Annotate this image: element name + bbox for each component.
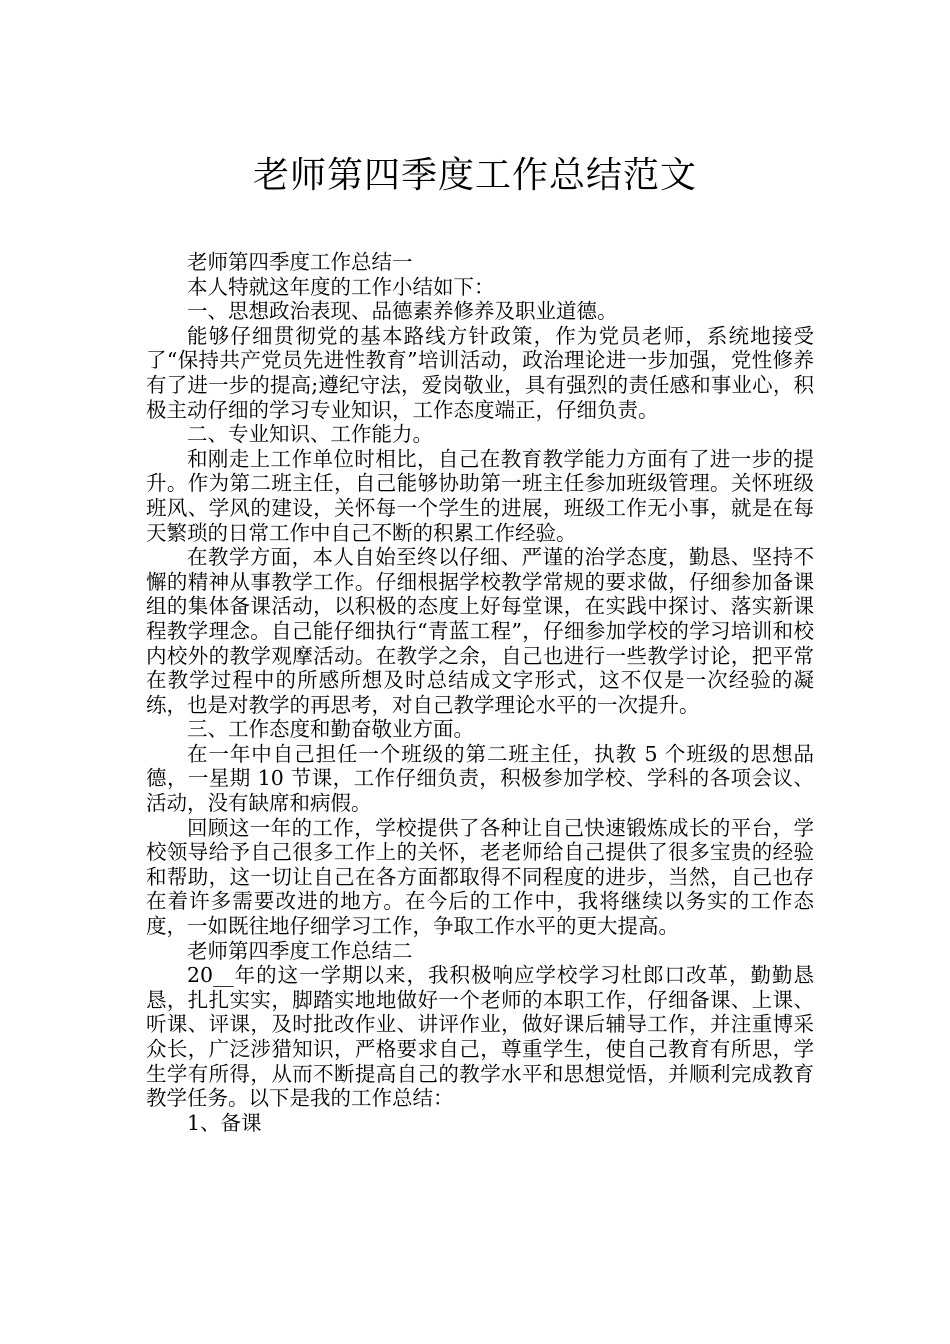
- paragraph-professional: 和刚走上工作单位时相比，自己在教育教学能力方面有了进一步的提升。作为第二班主任，自己能够协助第一班主任参加班级管理。关怀班级班风、学风的建设，关怀每一个学生的进展，班级工作无小事，就是在每天繁琐的日常工作中自己不断的积累工作经验。: [146, 446, 814, 545]
- paragraph-attitude: 在一年中自己担任一个班级的第二班主任，执教 5 个班级的思想品德，一星期 10 节课，工作仔细负责，积极参加学校、学科的各项会议、活动，没有缺席和病假。: [146, 741, 814, 816]
- subheading-attitude: 三、工作态度和勤奋敬业方面。: [187, 717, 474, 742]
- paragraph-politics: 能够仔细贯彻党的基本路线方针政策，作为党员老师，系统地接受了“保持共产党员先进性教育”培训活动，政治理论进一步加强，党性修养有了进一步的提高;遵纪守法，爱岗敬业，具有强烈的责任感和事业心，积极主动仔细的学习专业知识，工作态度端正，仔细负责。: [146, 323, 814, 422]
- paragraph-semester: 20__年的这一学期以来，我积极响应学校学习杜郎口改革，勤勤恳恳，扎扎实实，脚踏实地地做好一个老师的本职工作，仔细备课、上课、听课、评课，及时批改作业、讲评作业，做好课后辅导工作，并注重博采众长，广泛涉猎知识，严格要求自己，尊重学生，使自己教育有所思，学生学有所得，从而不断提高自己的教学水平和思想觉悟，并顺利完成教育教学任务。以下是我的工作总结：: [146, 963, 814, 1111]
- document-title: 老师第四季度工作总结范文: [252, 155, 697, 197]
- paragraph-teaching: 在教学方面，本人自始至终以仔细、严谨的治学态度，勤恳、坚持不懈的精神从事教学工作。仔细根据学校教学常规的要求做，仔细参加备课组的集体备课活动，以积极的态度上好每堂课，在实践中探讨、落实新课程教学理念。自己能仔细执行“青蓝工程”，仔细参加学校的学习培训和校内校外的教学观摩活动。在教学之余，自己也进行一些教学讨论，把平常在教学过程中的所感所想及时总结成文字形式，这不仅是一次经验的凝练，也是对教学的再思考，对自己教学理论水平的一次提升。: [146, 545, 814, 717]
- subheading-politics: 一、思想政治表现、品德素养修养及职业道德。: [187, 299, 618, 324]
- paragraph-intro: 本人特就这年度的工作小结如下：: [187, 274, 495, 299]
- subheading-professional: 二、专业知识、工作能力。: [187, 422, 433, 447]
- section-heading-2: 老师第四季度工作总结二: [187, 938, 413, 963]
- document-body: [146, 250, 814, 1135]
- subheading-lesson-prep: 1、备课: [187, 1110, 262, 1135]
- section-heading-1: 老师第四季度工作总结一: [187, 250, 413, 274]
- paragraph-review: 回顾这一年的工作，学校提供了各种让自己快速锻炼成长的平台，学校领导给予自己很多工作上的关怀，老老师给自己提供了很多宝贵的经验和帮助，这一切让自己在各方面都取得不同程度的进步，当然，自己也存在着许多需要改进的地方。在今后的工作中，我将继续以务实的工作态度，一如既往地仔细学习工作，争取工作水平的更大提高。: [146, 815, 814, 939]
